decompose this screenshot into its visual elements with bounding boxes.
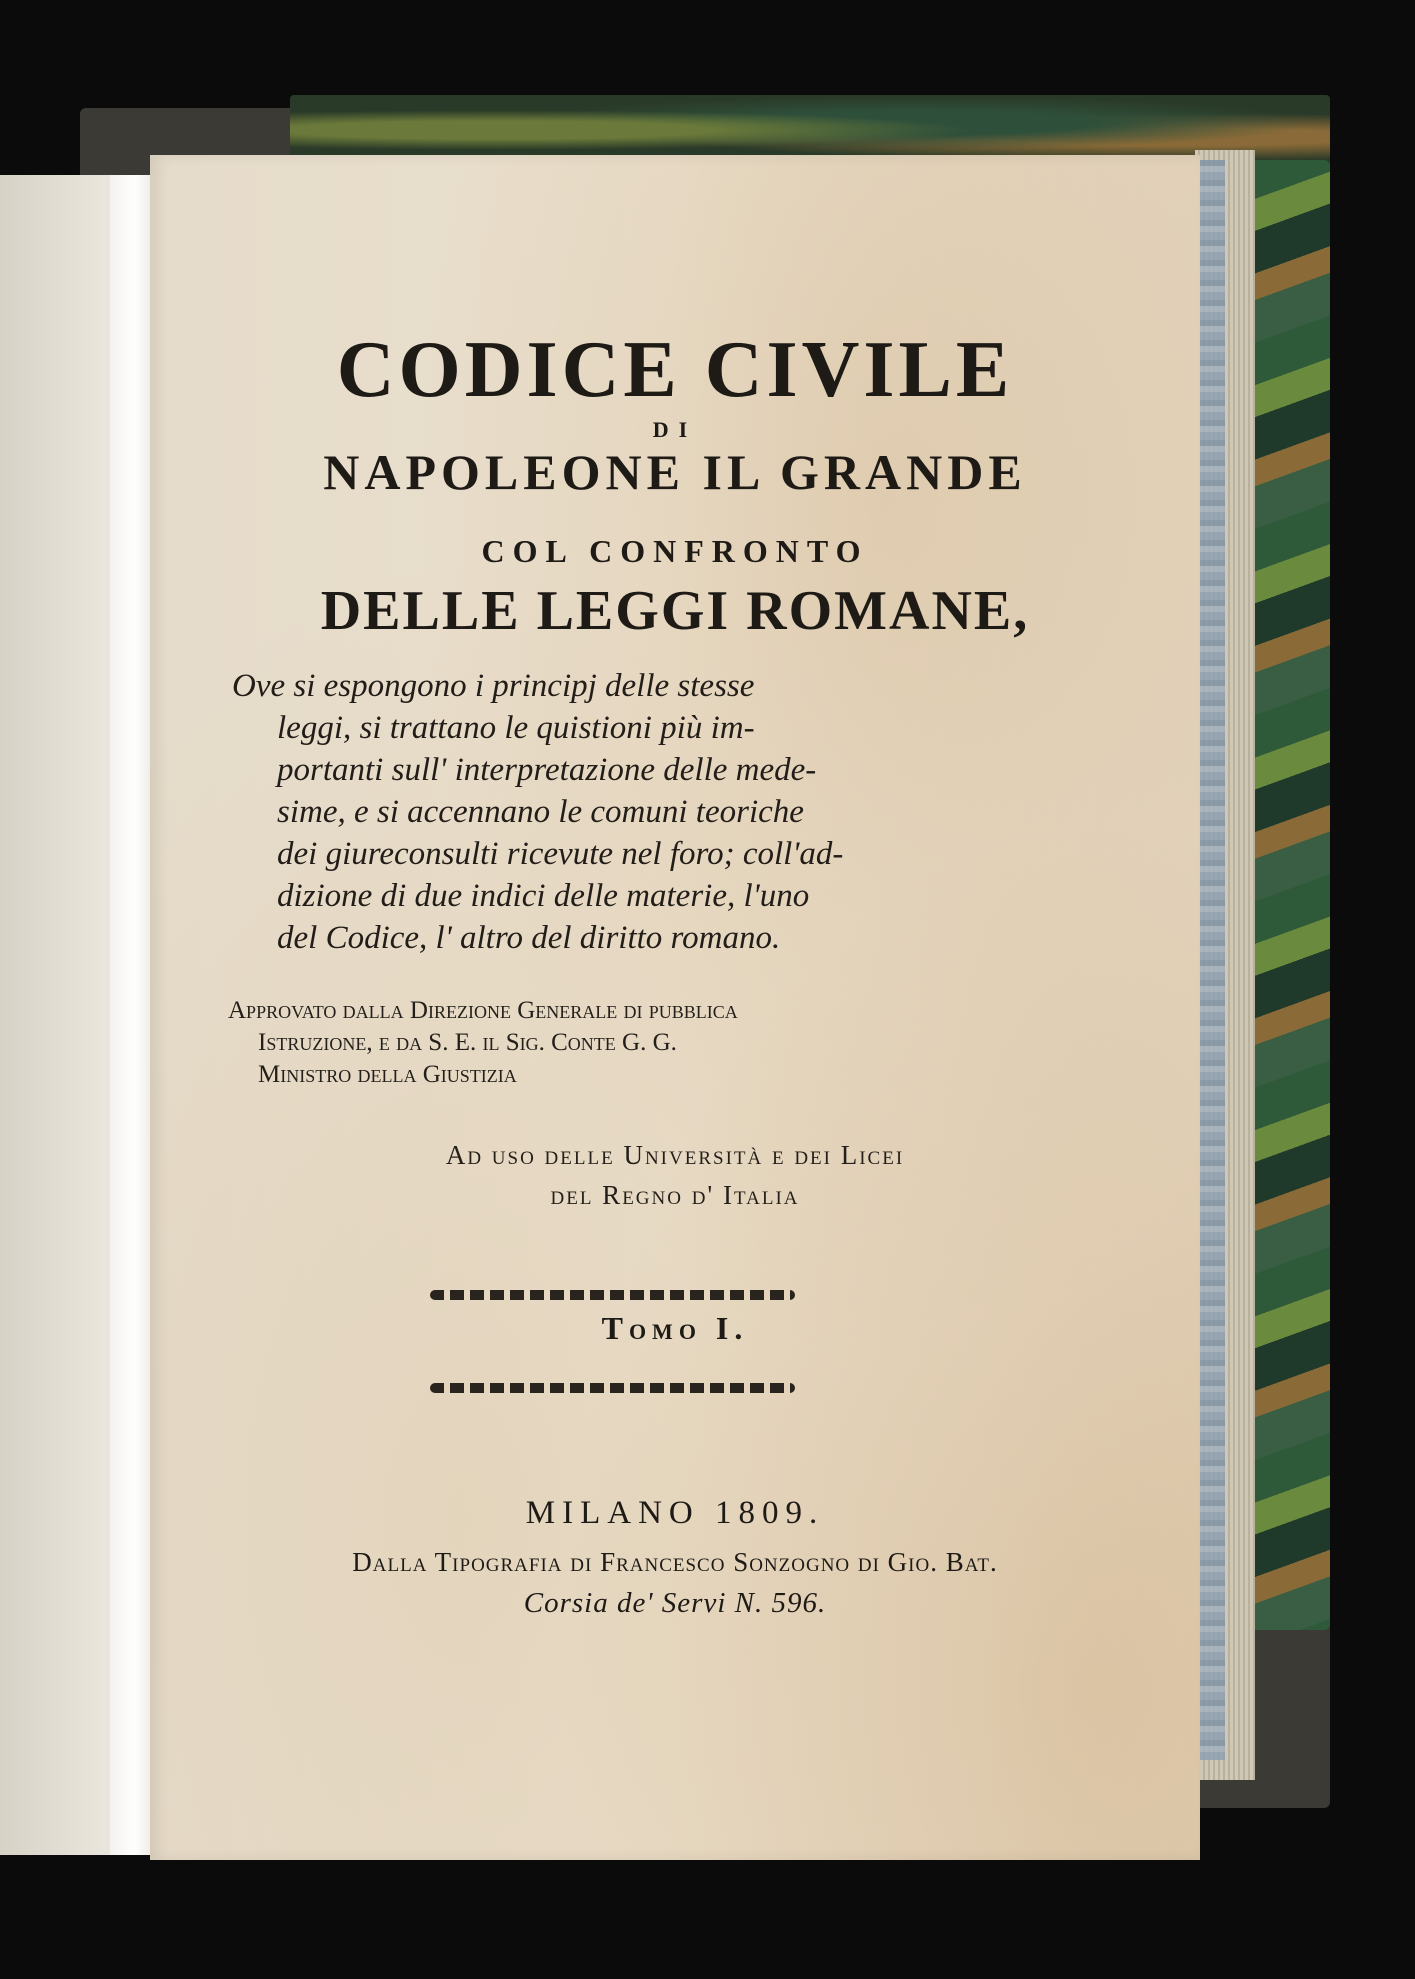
title-page bbox=[150, 155, 1200, 1860]
description-line: dei giureconsulti ricevute nel foro; coll'ad- bbox=[277, 836, 844, 872]
imprint-printer: Dalla Tipografia di Francesco Sonzogno di Gio. Bat. bbox=[352, 1547, 998, 1577]
ornamental-rule-bottom bbox=[430, 1383, 795, 1393]
approval-line: Istruzione, e da S. E. il Sig. Conte G. G. bbox=[258, 1029, 677, 1056]
title-di: DI bbox=[652, 417, 698, 442]
approval-line: Approvato dalla Direzione Generale di pubblica bbox=[228, 997, 738, 1024]
description-paragraph bbox=[232, 665, 1112, 959]
usage-line: del Regno d' Italia bbox=[550, 1180, 800, 1210]
usage-line: Ad uso delle Università e dei Licei bbox=[445, 1140, 905, 1170]
ornamental-rule-top bbox=[430, 1290, 795, 1300]
approval-paragraph bbox=[228, 995, 1108, 1091]
book-title: CODICE CIVILE bbox=[336, 326, 1014, 414]
imprint-address: Corsia de' Servi N. 596. bbox=[523, 1587, 827, 1619]
description-line: del Codice, l' altro del diritto romano. bbox=[277, 920, 781, 956]
approval-line: Ministro della Giustizia bbox=[258, 1061, 517, 1088]
description-line: Ove si espongono i principj delle stesse bbox=[232, 668, 755, 704]
marbled-cover-edge bbox=[1245, 160, 1330, 1630]
description-line: dizione di due indici delle materie, l'uno bbox=[277, 878, 810, 914]
title-leggi-romane: DELLE LEGGI ROMANE, bbox=[320, 580, 1030, 642]
description-line: portanti sull' interpretazione delle mede- bbox=[277, 752, 817, 788]
imprint-city-year: MILANO 1809. bbox=[525, 1495, 825, 1531]
sprinkled-page-edge bbox=[1200, 160, 1225, 1760]
description-line: sime, e si accennano le comuni teoriche bbox=[277, 794, 804, 830]
volume-label: Tomo I. bbox=[601, 1310, 749, 1346]
title-col-confronto: COL CONFRONTO bbox=[481, 533, 869, 569]
title-subject: NAPOLEONE IL GRANDE bbox=[323, 444, 1027, 500]
description-line: leggi, si trattano le quistioni più im- bbox=[277, 710, 755, 746]
